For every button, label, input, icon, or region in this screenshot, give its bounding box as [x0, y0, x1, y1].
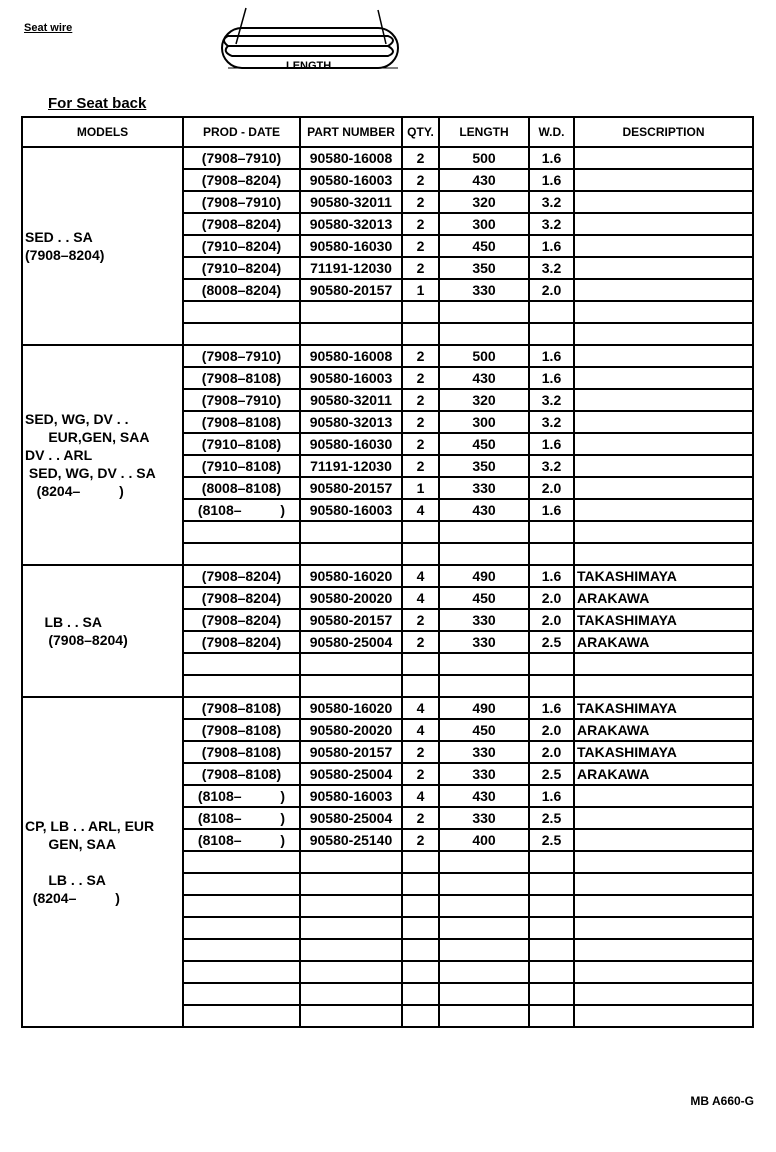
model-line: (8204– ) — [25, 483, 124, 499]
qty-cell: 2 — [402, 213, 439, 235]
model-line: SED . . SA — [25, 229, 93, 245]
prod-date-cell — [183, 983, 300, 1005]
model-line: CP, LB . . ARL, EUR — [25, 818, 155, 834]
wd-cell: 2.0 — [529, 609, 574, 631]
prod-date-cell: (7910–8204) — [183, 235, 300, 257]
description-cell — [574, 1005, 753, 1027]
part-number-cell: 90580-16008 — [300, 147, 402, 169]
prod-date-cell: (7908–7910) — [183, 389, 300, 411]
wd-cell — [529, 851, 574, 873]
prod-date-cell — [183, 301, 300, 323]
prod-date-cell: (7908–7910) — [183, 191, 300, 213]
part-number-cell: 71191-12030 — [300, 257, 402, 279]
length-cell: 500 — [439, 147, 529, 169]
prod-date-cell — [183, 653, 300, 675]
seat-wire-diagram — [198, 6, 428, 81]
qty-cell: 2 — [402, 235, 439, 257]
wd-cell — [529, 543, 574, 565]
part-number-cell: 90580-25140 — [300, 829, 402, 851]
wd-cell — [529, 917, 574, 939]
qty-cell: 2 — [402, 389, 439, 411]
length-cell: 490 — [439, 565, 529, 587]
wd-cell: 1.6 — [529, 785, 574, 807]
prod-date-cell: (7908–8108) — [183, 367, 300, 389]
wd-cell: 1.6 — [529, 169, 574, 191]
description-cell — [574, 829, 753, 851]
length-cell: 350 — [439, 455, 529, 477]
models-cell — [22, 345, 183, 565]
part-number-cell: 90580-32013 — [300, 411, 402, 433]
prod-date-cell — [183, 917, 300, 939]
description-cell — [574, 367, 753, 389]
description-cell — [574, 675, 753, 697]
section-title: For Seat back — [48, 95, 147, 112]
part-number-cell — [300, 873, 402, 895]
length-cell — [439, 521, 529, 543]
part-number-cell: 71191-12030 — [300, 455, 402, 477]
prod-date-cell: (7910–8108) — [183, 455, 300, 477]
wd-cell — [529, 323, 574, 345]
part-number-cell — [300, 301, 402, 323]
qty-cell: 2 — [402, 609, 439, 631]
part-number-cell: 90580-16020 — [300, 565, 402, 587]
qty-cell — [402, 1005, 439, 1027]
part-number-cell — [300, 543, 402, 565]
wd-cell: 2.5 — [529, 829, 574, 851]
length-cell: 300 — [439, 411, 529, 433]
length-dimension-label: LENGTH — [286, 60, 332, 72]
description-cell: ARAKAWA — [574, 719, 753, 741]
col-header-models: MODELS — [22, 117, 183, 147]
parts-table — [21, 116, 754, 1028]
prod-date-cell — [183, 961, 300, 983]
wd-cell — [529, 653, 574, 675]
description-cell — [574, 785, 753, 807]
qty-cell: 2 — [402, 433, 439, 455]
length-cell — [439, 895, 529, 917]
qty-cell — [402, 917, 439, 939]
part-number-cell: 90580-20020 — [300, 587, 402, 609]
part-number-cell — [300, 653, 402, 675]
qty-cell — [402, 895, 439, 917]
part-number-cell: 90580-16003 — [300, 169, 402, 191]
length-cell: 450 — [439, 587, 529, 609]
wd-cell: 1.6 — [529, 345, 574, 367]
table-row — [22, 565, 753, 587]
prod-date-cell — [183, 851, 300, 873]
description-cell: TAKASHIMAYA — [574, 609, 753, 631]
part-number-cell — [300, 675, 402, 697]
model-line: LB . . SA — [25, 614, 103, 630]
prod-date-cell: (7908–8108) — [183, 763, 300, 785]
length-cell: 330 — [439, 741, 529, 763]
description-cell — [574, 851, 753, 873]
length-cell: 350 — [439, 257, 529, 279]
length-cell — [439, 939, 529, 961]
qty-cell — [402, 873, 439, 895]
description-cell — [574, 389, 753, 411]
prod-date-cell: (8108– ) — [183, 807, 300, 829]
length-cell: 400 — [439, 829, 529, 851]
part-number-cell: 90580-16008 — [300, 345, 402, 367]
part-number-cell: 90580-25004 — [300, 807, 402, 829]
prod-date-cell — [183, 939, 300, 961]
prod-date-cell — [183, 873, 300, 895]
part-number-cell: 90580-25004 — [300, 631, 402, 653]
qty-cell — [402, 939, 439, 961]
table-row — [22, 147, 753, 169]
part-number-cell: 90580-32013 — [300, 213, 402, 235]
length-cell — [439, 983, 529, 1005]
length-cell — [439, 323, 529, 345]
description-cell — [574, 521, 753, 543]
qty-cell: 1 — [402, 279, 439, 301]
part-number-cell — [300, 895, 402, 917]
length-cell: 300 — [439, 213, 529, 235]
description-cell — [574, 191, 753, 213]
wd-cell — [529, 521, 574, 543]
col-header-wd: W.D. — [529, 117, 574, 147]
description-cell — [574, 653, 753, 675]
part-number-cell: 90580-32011 — [300, 389, 402, 411]
prod-date-cell: (7910–8204) — [183, 257, 300, 279]
description-cell: TAKASHIMAYA — [574, 697, 753, 719]
part-number-cell: 90580-16030 — [300, 235, 402, 257]
qty-cell: 4 — [402, 565, 439, 587]
description-cell: TAKASHIMAYA — [574, 565, 753, 587]
qty-cell: 4 — [402, 499, 439, 521]
prod-date-cell — [183, 895, 300, 917]
length-cell: 330 — [439, 609, 529, 631]
description-cell — [574, 279, 753, 301]
model-line: (8204– ) — [25, 890, 120, 906]
wd-cell — [529, 961, 574, 983]
length-cell — [439, 301, 529, 323]
wd-cell — [529, 1005, 574, 1027]
model-line: (7908–8204) — [25, 632, 128, 648]
prod-date-cell — [183, 323, 300, 345]
prod-date-cell: (7908–8204) — [183, 169, 300, 191]
length-cell: 330 — [439, 807, 529, 829]
seat-wire-label: Seat wire — [24, 22, 73, 34]
prod-date-cell: (7908–7910) — [183, 147, 300, 169]
part-number-cell — [300, 521, 402, 543]
wd-cell: 2.0 — [529, 741, 574, 763]
description-cell — [574, 213, 753, 235]
description-cell — [574, 873, 753, 895]
wd-cell: 2.0 — [529, 719, 574, 741]
description-cell — [574, 961, 753, 983]
wd-cell: 2.0 — [529, 587, 574, 609]
model-line: (7908–8204) — [25, 247, 105, 263]
wd-cell: 3.2 — [529, 191, 574, 213]
qty-cell: 2 — [402, 147, 439, 169]
table-row — [22, 345, 753, 367]
length-cell: 490 — [439, 697, 529, 719]
wd-cell — [529, 895, 574, 917]
description-cell — [574, 543, 753, 565]
length-cell — [439, 917, 529, 939]
part-number-cell: 90580-20157 — [300, 741, 402, 763]
part-number-cell — [300, 851, 402, 873]
models-cell — [22, 697, 183, 1027]
wd-cell: 1.6 — [529, 147, 574, 169]
description-cell — [574, 455, 753, 477]
qty-cell: 2 — [402, 829, 439, 851]
wd-cell: 1.6 — [529, 499, 574, 521]
qty-cell: 2 — [402, 367, 439, 389]
part-number-cell — [300, 961, 402, 983]
part-number-cell: 90580-20157 — [300, 609, 402, 631]
wd-cell: 2.5 — [529, 631, 574, 653]
qty-cell — [402, 961, 439, 983]
col-header-description: DESCRIPTION — [574, 117, 753, 147]
qty-cell: 2 — [402, 257, 439, 279]
qty-cell: 1 — [402, 477, 439, 499]
description-cell: TAKASHIMAYA — [574, 741, 753, 763]
wd-cell — [529, 873, 574, 895]
part-number-cell: 90580-32011 — [300, 191, 402, 213]
table-row — [22, 697, 753, 719]
models-cell — [22, 565, 183, 697]
prod-date-cell: (7910–8108) — [183, 433, 300, 455]
col-header-part-number: PART NUMBER — [300, 117, 402, 147]
table-body — [22, 147, 753, 1027]
wd-cell — [529, 983, 574, 1005]
part-number-cell: 90580-16003 — [300, 499, 402, 521]
col-header-prod-date: PROD - DATE — [183, 117, 300, 147]
description-cell — [574, 895, 753, 917]
length-cell: 330 — [439, 477, 529, 499]
wd-cell — [529, 301, 574, 323]
part-number-cell — [300, 983, 402, 1005]
length-cell: 320 — [439, 389, 529, 411]
prod-date-cell: (8008–8204) — [183, 279, 300, 301]
part-number-cell: 90580-16030 — [300, 433, 402, 455]
col-header-length: LENGTH — [439, 117, 529, 147]
qty-cell: 2 — [402, 741, 439, 763]
prod-date-cell: (7908–8204) — [183, 631, 300, 653]
qty-cell — [402, 543, 439, 565]
part-number-cell: 90580-20020 — [300, 719, 402, 741]
qty-cell: 2 — [402, 455, 439, 477]
model-line: GEN, SAA — [25, 836, 117, 852]
wd-cell — [529, 939, 574, 961]
part-number-cell — [300, 939, 402, 961]
length-cell: 450 — [439, 235, 529, 257]
length-cell — [439, 961, 529, 983]
prod-date-cell: (8008–8108) — [183, 477, 300, 499]
wd-cell: 3.2 — [529, 257, 574, 279]
qty-cell — [402, 851, 439, 873]
qty-cell: 2 — [402, 191, 439, 213]
description-cell: ARAKAWA — [574, 587, 753, 609]
description-cell — [574, 301, 753, 323]
length-cell — [439, 851, 529, 873]
description-cell — [574, 169, 753, 191]
description-cell — [574, 323, 753, 345]
prod-date-cell: (7908–7910) — [183, 345, 300, 367]
prod-date-cell: (7908–8108) — [183, 411, 300, 433]
description-cell — [574, 433, 753, 455]
part-number-cell: 90580-20157 — [300, 279, 402, 301]
qty-cell: 2 — [402, 169, 439, 191]
wd-cell: 1.6 — [529, 235, 574, 257]
prod-date-cell — [183, 543, 300, 565]
model-line: LB . . SA — [25, 872, 106, 888]
description-cell — [574, 257, 753, 279]
prod-date-cell: (8108– ) — [183, 829, 300, 851]
prod-date-cell: (7908–8108) — [183, 719, 300, 741]
qty-cell: 4 — [402, 587, 439, 609]
length-cell — [439, 653, 529, 675]
prod-date-cell: (7908–8204) — [183, 565, 300, 587]
length-cell — [439, 675, 529, 697]
length-cell — [439, 873, 529, 895]
prod-date-cell — [183, 1005, 300, 1027]
model-line: SED, WG, DV . . — [25, 411, 129, 427]
part-number-cell: 90580-16003 — [300, 367, 402, 389]
prod-date-cell: (7908–8108) — [183, 741, 300, 763]
wd-cell: 3.2 — [529, 455, 574, 477]
qty-cell: 4 — [402, 785, 439, 807]
wd-cell — [529, 675, 574, 697]
wd-cell: 2.5 — [529, 807, 574, 829]
part-number-cell: 90580-20157 — [300, 477, 402, 499]
prod-date-cell: (8108– ) — [183, 499, 300, 521]
qty-cell — [402, 301, 439, 323]
prod-date-cell: (7908–8204) — [183, 213, 300, 235]
wd-cell: 3.2 — [529, 213, 574, 235]
description-cell — [574, 477, 753, 499]
length-cell: 450 — [439, 719, 529, 741]
wd-cell: 1.6 — [529, 697, 574, 719]
wd-cell: 3.2 — [529, 389, 574, 411]
part-number-cell — [300, 1005, 402, 1027]
wd-cell: 1.6 — [529, 433, 574, 455]
length-cell: 430 — [439, 367, 529, 389]
model-line: DV . . ARL — [25, 447, 93, 463]
description-cell — [574, 917, 753, 939]
prod-date-cell — [183, 521, 300, 543]
length-cell: 430 — [439, 499, 529, 521]
prod-date-cell: (8108– ) — [183, 785, 300, 807]
prod-date-cell — [183, 675, 300, 697]
description-cell — [574, 499, 753, 521]
length-cell: 330 — [439, 279, 529, 301]
wd-cell: 1.6 — [529, 565, 574, 587]
qty-cell: 2 — [402, 631, 439, 653]
description-cell — [574, 147, 753, 169]
description-cell — [574, 235, 753, 257]
qty-cell: 2 — [402, 763, 439, 785]
qty-cell — [402, 653, 439, 675]
model-line — [25, 853, 180, 871]
part-number-cell: 90580-25004 — [300, 763, 402, 785]
wd-cell: 1.6 — [529, 367, 574, 389]
length-cell: 450 — [439, 433, 529, 455]
qty-cell — [402, 521, 439, 543]
qty-cell: 2 — [402, 411, 439, 433]
part-number-cell: 90580-16020 — [300, 697, 402, 719]
qty-cell: 4 — [402, 719, 439, 741]
length-cell: 320 — [439, 191, 529, 213]
description-cell: ARAKAWA — [574, 631, 753, 653]
col-header-qty: QTY. — [402, 117, 439, 147]
qty-cell — [402, 983, 439, 1005]
qty-cell — [402, 675, 439, 697]
length-cell: 500 — [439, 345, 529, 367]
description-cell: ARAKAWA — [574, 763, 753, 785]
models-cell — [22, 147, 183, 345]
wd-cell: 3.2 — [529, 411, 574, 433]
prod-date-cell: (7908–8108) — [183, 697, 300, 719]
table-header-row — [22, 117, 753, 147]
qty-cell: 2 — [402, 345, 439, 367]
wd-cell: 2.0 — [529, 279, 574, 301]
wd-cell: 2.0 — [529, 477, 574, 499]
part-number-cell — [300, 917, 402, 939]
length-cell: 330 — [439, 763, 529, 785]
description-cell — [574, 983, 753, 1005]
description-cell — [574, 939, 753, 961]
qty-cell: 4 — [402, 697, 439, 719]
description-cell — [574, 807, 753, 829]
prod-date-cell: (7908–8204) — [183, 587, 300, 609]
prod-date-cell: (7908–8204) — [183, 609, 300, 631]
qty-cell — [402, 323, 439, 345]
length-cell: 430 — [439, 169, 529, 191]
part-number-cell: 90580-16003 — [300, 785, 402, 807]
reference-code: MB A660-G — [690, 1094, 754, 1108]
length-cell: 430 — [439, 785, 529, 807]
description-cell — [574, 345, 753, 367]
part-number-cell — [300, 323, 402, 345]
description-cell — [574, 411, 753, 433]
model-line: EUR,GEN, SAA — [25, 429, 150, 445]
length-cell — [439, 543, 529, 565]
model-line: SED, WG, DV . . SA — [25, 465, 156, 481]
length-cell: 330 — [439, 631, 529, 653]
wd-cell: 2.5 — [529, 763, 574, 785]
length-cell — [439, 1005, 529, 1027]
qty-cell: 2 — [402, 807, 439, 829]
